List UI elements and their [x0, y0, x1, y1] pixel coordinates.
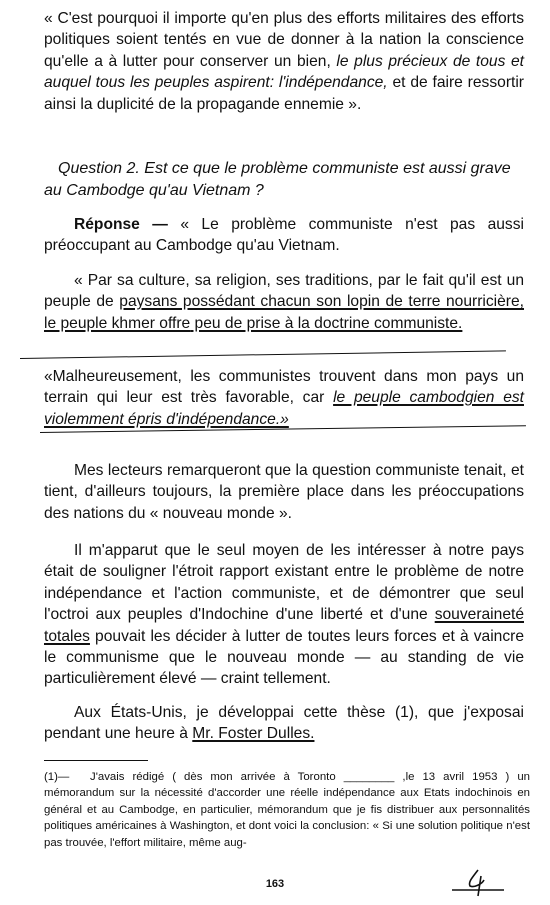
paragraph-text-end: et de faire ressortir ainsi la duplicité de la propagande ennemie ».: [44, 74, 524, 113]
underlined-phrase: souveraineté totales: [44, 606, 524, 645]
footnote-text: J'avais rédigé ( dès mon arrivée à Toronto ________ ,le 13 avril 1953 ) un mémorandum sur la nécessité d'accorder une réelle indépendance aux Etats indochinois en général et au Cambodge, en particulier, mémorandum que je fis distribuer aux personnalités politiques américaines à Washington, et dont voici la conclusion: « Si une solution politique n'est pas trouvée, l'effort militaire, même aug-: [44, 771, 530, 849]
footnote-rule: [44, 760, 148, 761]
paragraph-text: Il m'apparut que le seul moyen de les intéresser à notre pays était de souligner l'étroit rapport existant entre le problème de notre indépendance et l'action communiste, et de démontrer que seul l'octroi aux peuples d'Indochine d'une liberté et d'une: [44, 542, 524, 624]
underlined-phrase: paysans possédant chacun son lopin de terre nourricière, le peuple khmer offre: [44, 293, 524, 332]
footnote: [44, 769, 530, 851]
handwritten-mark-icon: [448, 866, 508, 898]
question-2: Question 2. Est ce que le problème communiste est aussi grave au Cambodge qu'au Vietnam ?: [44, 160, 511, 199]
paragraph-text: « C'est pourquoi il importe qu'en plus des efforts militaires des efforts politiques soient tentés en vue de donner à la nation la conscience qu'elle a à lutter pour conserver un bien,: [44, 10, 524, 70]
italic-phrase: le plus précieux de tous et auquel tous les peuples aspirent: l'indépendance,: [44, 52, 525, 92]
paragraph-culture: [44, 270, 524, 334]
answer-text: « Le problème communiste n'est pas aussi préoccupant au Cambodge qu'au Vietnam.: [44, 216, 524, 255]
paragraph-text-end: pouvait les décider à lutter de toutes leurs forces et à vaincre le communisme que le nouveau monde — au standing de vie particulièrement élevé — craint tellement.: [44, 627, 524, 688]
page-number: 163: [265, 878, 285, 890]
underlined-phrase: le peuple cambodgien est violemment épris d'indépendance.»: [44, 389, 524, 428]
answer-paragraph: [44, 214, 524, 257]
paragraph-text: Aux États-Unis, je développai cette thèse (1), que j'exposai pendant une heure à: [44, 704, 524, 743]
underlined-name: Mr. Foster Dulles.: [192, 725, 315, 743]
footnote-label: (1)—: [44, 771, 70, 783]
paragraph-political-efforts: [44, 8, 524, 115]
answer-label: Réponse —: [74, 216, 181, 233]
paragraph-text: « Par sa culture, sa religion, ses traditions, par le fait qu'il est un peuple de: [44, 272, 524, 311]
paragraph-united-states: [44, 702, 524, 745]
paragraph-text: «Malheureusement, les communistes trouvent dans mon pays un terrain qui leur est très favorable, car: [44, 368, 524, 407]
paragraph-readers: Mes lecteurs remarqueront que la question communiste tenait, et tient, d'ailleurs toujours, la première place dans les préoccupations des nations du « nouveau monde ».: [44, 462, 524, 522]
paragraph-communism: [44, 540, 524, 690]
underlined-phrase-end: peu de prise à la doctrine communiste.: [190, 314, 463, 332]
paragraph-unfortunately: [44, 366, 524, 430]
handwritten-underline: [20, 350, 506, 359]
